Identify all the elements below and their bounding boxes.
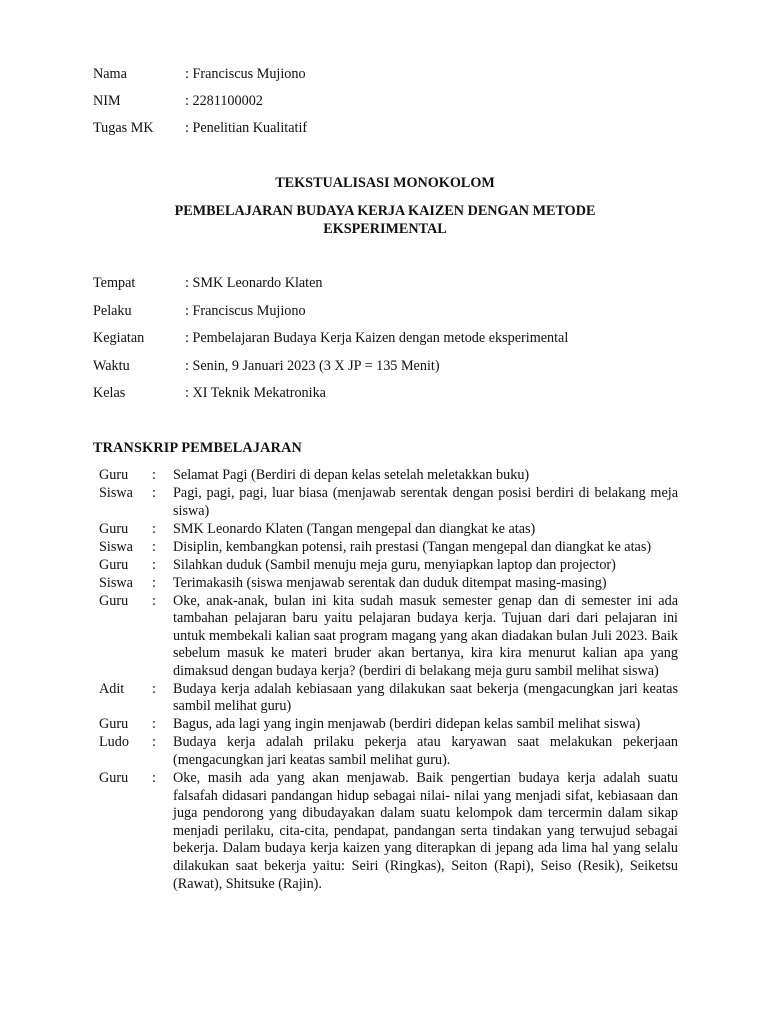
detail-value: : XI Teknik Mekatronika <box>185 385 326 401</box>
info-value: : Penelitian Kualitatif <box>185 120 308 136</box>
colon: : <box>152 484 156 501</box>
colon: : <box>152 770 156 786</box>
speaker: Guru <box>99 716 129 733</box>
utterance: Selamat Pagi (Berdiri di depan kelas setelah meletakkan buku) <box>173 467 530 483</box>
detail-value: : Franciscus Mujiono <box>185 302 306 319</box>
colon: : <box>152 556 156 573</box>
document-title: TEKSTUALISASI MONOKOLOM <box>275 175 495 191</box>
transcript-row <box>93 681 678 716</box>
transcript-heading: TRANSKRIP PEMBELAJARAN <box>93 440 302 456</box>
utterance: Terimakasih (siswa menjawab serentak dan duduk ditempat masing-masing) <box>173 574 607 591</box>
speaker: Ludo <box>99 734 129 751</box>
colon: : <box>152 592 156 609</box>
speaker: Guru <box>99 592 129 609</box>
colon: : <box>152 467 156 483</box>
detail-label: Kelas <box>93 385 126 401</box>
transcript-row <box>93 575 678 593</box>
info-label: Tugas MK <box>93 120 154 136</box>
detail-label: Kegiatan <box>93 330 145 346</box>
speaker: Guru <box>99 556 129 573</box>
utterance: Oke, masih ada yang akan menjawab. Baik pengertian budaya kerja adalah suatu falsafah didasari pandangan hidup sebagai nilai- nilai yang menjadi sifat, kebiasaan dan juga pendorong yang dibudayakan dalam suatu kelompok dam tercermin dalam sikap menjadi perilaku, cita-cita, pendapat, pandangan serta tindakan yang terwujud sebagai bekerja. Dalam budaya kerja kaizen yang diterapkan di jepang ada lima hal yang selalu dilakukan saat bekerja yaitu: Seiri (Ringkas), Seiton (Rapi), Seiso (Resik), Seiketsu (Rawat), Shitsuke (Rajin). <box>173 770 678 892</box>
speaker: Guru <box>99 520 129 537</box>
utterance: Disiplin, kembangkan potensi, raih prestasi (Tangan mengepal dan diangkat ke atas) <box>173 538 652 555</box>
utterance: Pagi, pagi, pagi, luar biasa (menjawab serentak dengan posisi berdiri di belakang meja siswa) <box>173 484 678 519</box>
detail-value: : Pembelajaran Budaya Kerja Kaizen dengan metode eksperimental <box>185 330 569 346</box>
transcript-row <box>93 770 678 893</box>
document-subtitle: PEMBELAJARAN BUDAYA KERJA KAIZEN DENGAN METODE EKSPERIMENTAL <box>174 203 596 237</box>
transcript-row <box>93 539 678 557</box>
detail-value: : SMK Leonardo Klaten <box>185 275 323 291</box>
transcript-row <box>93 716 678 734</box>
info-value: : 2281100002 <box>185 93 263 109</box>
transcript-row <box>93 734 678 769</box>
detail-label: Waktu <box>93 357 130 374</box>
speaker: Adit <box>99 680 125 697</box>
speaker: Siswa <box>99 538 133 555</box>
utterance: Silahkan duduk (Sambil menuju meja guru, menyiapkan laptop dan projector) <box>173 556 616 573</box>
utterance: SMK Leonardo Klaten (Tangan mengepal dan diangkat ke atas) <box>173 520 536 537</box>
utterance: Budaya kerja adalah prilaku pekerja atau karyawan saat melakukan pekerjaan (mengacungkan jari keatas sambil melihat guru). <box>173 734 678 769</box>
detail-label: Pelaku <box>93 302 132 319</box>
colon: : <box>152 716 156 733</box>
transcript <box>93 467 678 894</box>
colon: : <box>152 734 156 751</box>
colon: : <box>152 538 156 555</box>
info-label: NIM <box>93 93 121 109</box>
colon: : <box>152 574 156 591</box>
speaker: Guru <box>99 467 129 483</box>
utterance: Oke, anak-anak, bulan ini kita sudah masuk semester genap dan di semester ini ada tambahan pelajaran baru yaitu pelajaran budaya kerja. Tujuan dari dari pelajaran ini untuk membekali kalian saat program magang yang akan diadakan bulan Juli 2023. Baik sebelum masuk ke materi bruder akan bertanya, kira kira menurut kalian apa yang dimaksud dengan budaya kerja? (berdiri di belakang meja guru sambil melihat siswa) <box>173 592 678 679</box>
colon: : <box>152 680 156 697</box>
detail-label: Tempat <box>93 275 136 291</box>
speaker: Siswa <box>99 574 133 591</box>
info-label: Nama <box>93 66 127 82</box>
transcript-row <box>93 485 678 520</box>
speaker: Siswa <box>99 484 133 501</box>
detail-value: : Senin, 9 Januari 2023 (3 X JP = 135 Menit) <box>185 357 440 374</box>
transcript-row <box>93 467 678 485</box>
info-value: : Franciscus Mujiono <box>185 66 306 82</box>
transcript-row <box>93 557 678 575</box>
transcript-row <box>93 593 678 681</box>
utterance: Budaya kerja adalah kebiasaan yang dilakukan saat bekerja (mengacungkan jari keatas sambil melihat guru) <box>173 680 678 715</box>
utterance: Bagus, ada lagi yang ingin menjawab (berdiri didepan kelas sambil melihat siswa) <box>173 716 641 733</box>
colon: : <box>152 520 156 537</box>
transcript-row <box>93 521 678 539</box>
speaker: Guru <box>99 770 129 786</box>
